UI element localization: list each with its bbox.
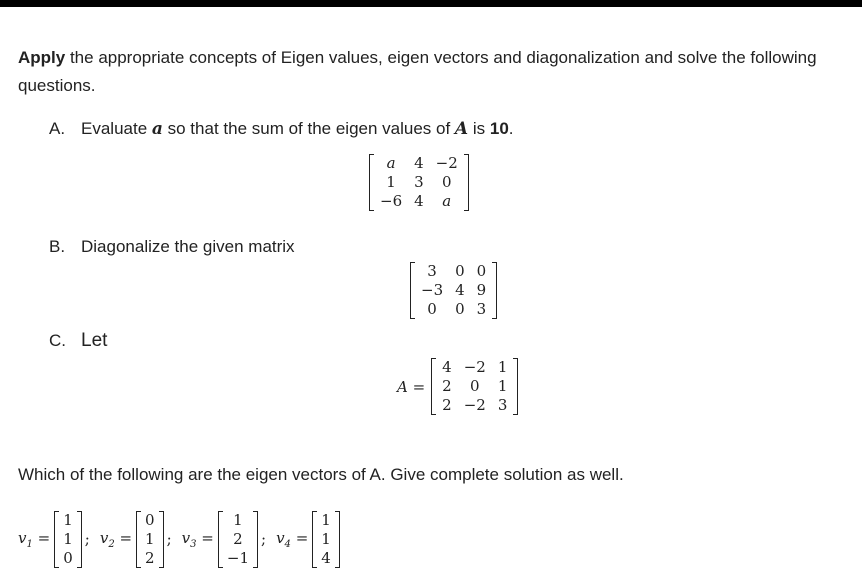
vector-cell: −1: [226, 548, 249, 567]
vector-name: v: [99, 528, 109, 547]
matrix-b-cell: 0: [476, 262, 487, 280]
matrix-b: [410, 262, 497, 319]
vector-cell: 1: [321, 529, 331, 548]
question-a-end: .: [508, 119, 514, 138]
matrix-b-cell: 3: [427, 262, 437, 280]
vector-name: v: [181, 528, 191, 547]
equals-sign: =: [201, 528, 214, 547]
vector-label: [18, 529, 50, 550]
matrix-b-cell: 0: [455, 300, 465, 318]
separator: ;: [84, 530, 90, 548]
matrix-c-cell: 1: [497, 358, 508, 376]
question-c: [49, 330, 107, 352]
vector-subscript: 3: [190, 538, 197, 550]
vector-options: [18, 508, 340, 570]
question-a-suffix: is: [468, 119, 490, 138]
equals-sign: =: [119, 528, 133, 547]
vector-cell: 0: [63, 548, 73, 567]
matrix-c-cell: 0: [470, 377, 480, 395]
vector-cell: 1: [145, 529, 155, 548]
question-b-text: Diagonalize the given matrix: [81, 237, 295, 256]
matrix-c-cell: 1: [497, 377, 508, 395]
vector-cell: 1: [63, 529, 73, 548]
matrix-c-cell: −2: [463, 358, 486, 376]
matrix-b-cell: 9: [476, 281, 487, 299]
vector-name: v: [276, 528, 285, 547]
vector-subscript: 1: [26, 538, 33, 550]
matrix-b-cell: 3: [476, 300, 487, 318]
matrix-c-cell: −2: [463, 396, 486, 414]
question-a-letter: A.: [49, 119, 66, 138]
matrix-a: [369, 154, 469, 211]
vector-cell: 2: [145, 548, 155, 567]
question-a-mid: so that the sum of the eigen values of: [162, 119, 455, 138]
vector-v4: [312, 511, 340, 568]
matrix-a-cell: −6: [380, 192, 403, 210]
vector-cell: 1: [63, 510, 73, 529]
matrix-c-cell: 2: [442, 377, 452, 395]
matrix-a-cell: 3: [414, 173, 424, 191]
matrix-c-cell: 2: [442, 396, 452, 414]
matrix-a-cell: −2: [435, 154, 458, 172]
vector-cell: 4: [321, 548, 331, 567]
separator: ;: [261, 530, 267, 548]
matrix-a-cell: 0: [441, 173, 452, 191]
matrix-a-cell: 1: [386, 173, 396, 191]
vector-cell: 1: [321, 510, 331, 529]
instructions: [18, 44, 848, 100]
vector-cell: 2: [233, 529, 243, 548]
vector-label: [276, 529, 308, 550]
vector-v3: [218, 511, 258, 568]
vector-label: [100, 529, 132, 550]
question-a-value: 10: [489, 119, 509, 138]
instructions-bold: Apply: [18, 48, 66, 67]
question-a-prefix: Evaluate: [81, 119, 152, 138]
vector-v1: [54, 511, 82, 568]
matrix-b-cell: −3: [421, 281, 444, 299]
matrix-b-cell: 4: [455, 281, 465, 299]
matrix-a-cell: 4: [414, 154, 424, 172]
matrix-b-cell: 0: [427, 300, 437, 318]
matrix-c: [397, 358, 518, 415]
question-c-letter: C.: [49, 331, 66, 350]
equals-sign: =: [295, 528, 309, 547]
question-a-matrix-var: A: [454, 119, 469, 139]
matrix-b-cell: 0: [455, 262, 465, 280]
question-b-letter: B.: [49, 237, 66, 256]
closing-question: Which of the following are the eigen vectors of A. Give complete solution as well.: [18, 465, 624, 484]
matrix-a-cell: a: [386, 154, 396, 172]
question-a: [49, 118, 514, 140]
matrix-c-cell: 3: [497, 396, 508, 414]
matrix-a-cell: a: [442, 192, 452, 210]
separator: ;: [166, 530, 172, 548]
vector-label: [182, 529, 214, 550]
matrix-c-cell: 4: [442, 358, 452, 376]
instructions-text: the appropriate concepts of Eigen values, eigen vectors and diagonalization and solve the following questions.: [18, 48, 817, 95]
vector-subscript: 4: [284, 538, 291, 550]
question-c-text: Let: [81, 330, 108, 351]
vector-cell: 0: [145, 510, 155, 529]
matrix-c-label: A =: [397, 377, 426, 396]
vector-v2: [136, 511, 164, 568]
vector-subscript: 2: [108, 538, 115, 550]
matrix-a-cell: 4: [414, 192, 424, 210]
question-b: [49, 236, 295, 258]
vector-cell: 1: [233, 510, 243, 529]
top-border: [0, 0, 862, 7]
question-a-var: a: [151, 119, 163, 139]
equals-sign: =: [37, 528, 51, 547]
vector-name: v: [18, 528, 27, 547]
